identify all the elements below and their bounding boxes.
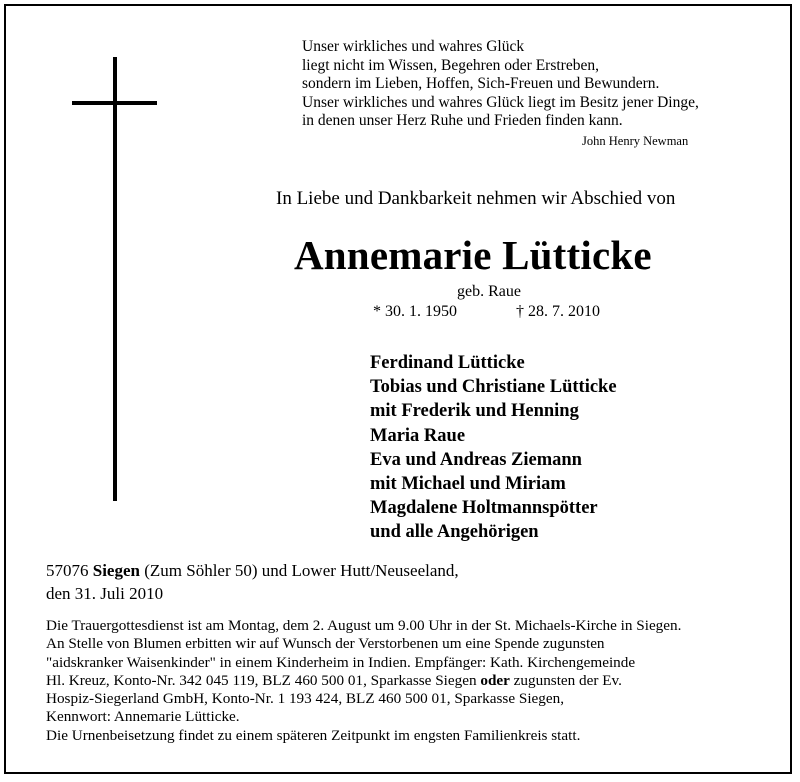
mourners-list xyxy=(370,351,617,545)
birth-date: * 30. 1. 1950 xyxy=(373,303,457,320)
address-rest: (Zum Söhler 50) und Lower Hutt/Neuseeland, xyxy=(144,561,459,580)
notice-line xyxy=(46,672,681,690)
address-line xyxy=(46,560,459,583)
poem-line: Unser wirkliches und wahres Glück xyxy=(302,38,525,55)
service-notice xyxy=(46,617,681,745)
mourner: Ferdinand Lütticke xyxy=(370,353,525,373)
intro-text: In Liebe und Dankbarkeit nehmen wir Abschied von xyxy=(276,188,676,209)
notice-line: "aidskranker Waisenkinder" in einem Kinderheim in Indien. Empfänger: Kath. Kirchengemeinde xyxy=(46,653,636,671)
notice-line: Die Urnenbeisetzung findet zu einem späteren Zeitpunkt im engsten Familienkreis statt. xyxy=(46,726,581,744)
cross-icon xyxy=(113,57,117,501)
mourner: Tobias und Christiane Lütticke xyxy=(370,377,617,398)
mourner: mit Frederik und Henning xyxy=(370,401,579,422)
deceased-name: Annemarie Lütticke xyxy=(294,232,652,278)
mourner: Magdalene Holtmannspötter xyxy=(370,498,598,519)
poem-line: sondern im Lieben, Hoffen, Sich-Freuen und Bewundern. xyxy=(302,75,660,93)
mourner: mit Michael und Miriam xyxy=(370,474,566,495)
poem-line: liegt nicht im Wissen, Begehren oder Erstreben, xyxy=(302,56,599,74)
notice-line: Die Trauergottesdienst ist am Montag, dem 2. August um 9.00 Uhr in der St. Michaels-Kirche in Siegen. xyxy=(46,617,682,634)
notice-text: Hl. Kreuz, Konto-Nr. 342 045 119, BLZ 460 500 01, Sparkasse Siegen xyxy=(46,671,477,689)
poem-line: in denen unser Herz Ruhe und Frieden finden kann. xyxy=(302,112,623,130)
poem-line: Unser wirkliches und wahres Glück liegt im Besitz jener Dinge, xyxy=(302,93,699,111)
notice-line: Kennwort: Annemarie Lütticke. xyxy=(46,708,240,726)
birth-name: geb. Raue xyxy=(457,283,521,300)
mourner: Eva und Andreas Ziemann xyxy=(370,449,582,470)
notice-text: zugunsten der Ev. xyxy=(513,671,622,689)
place-and-date xyxy=(46,560,459,605)
poem xyxy=(302,38,772,148)
poem-author: John Henry Newman xyxy=(582,134,689,148)
notice-line: Hospiz-Siegerland GmbH, Konto-Nr. 1 193 424, BLZ 460 500 01, Sparkasse Siegen, xyxy=(46,690,564,708)
mourner: Maria Raue xyxy=(370,425,466,446)
date-line: den 31. Juli 2010 xyxy=(46,583,164,603)
mourner: und alle Angehörigen xyxy=(370,522,539,543)
death-date: † 28. 7. 2010 xyxy=(516,303,600,320)
notice-line: An Stelle von Blumen erbitten wir auf Wunsch der Verstorbenen um eine Spende zugunsten xyxy=(46,635,605,653)
notice-emphasis: oder xyxy=(480,671,510,689)
city: Siegen xyxy=(92,561,140,580)
cross-icon-bar xyxy=(72,101,157,105)
postcode: 57076 xyxy=(46,561,89,580)
